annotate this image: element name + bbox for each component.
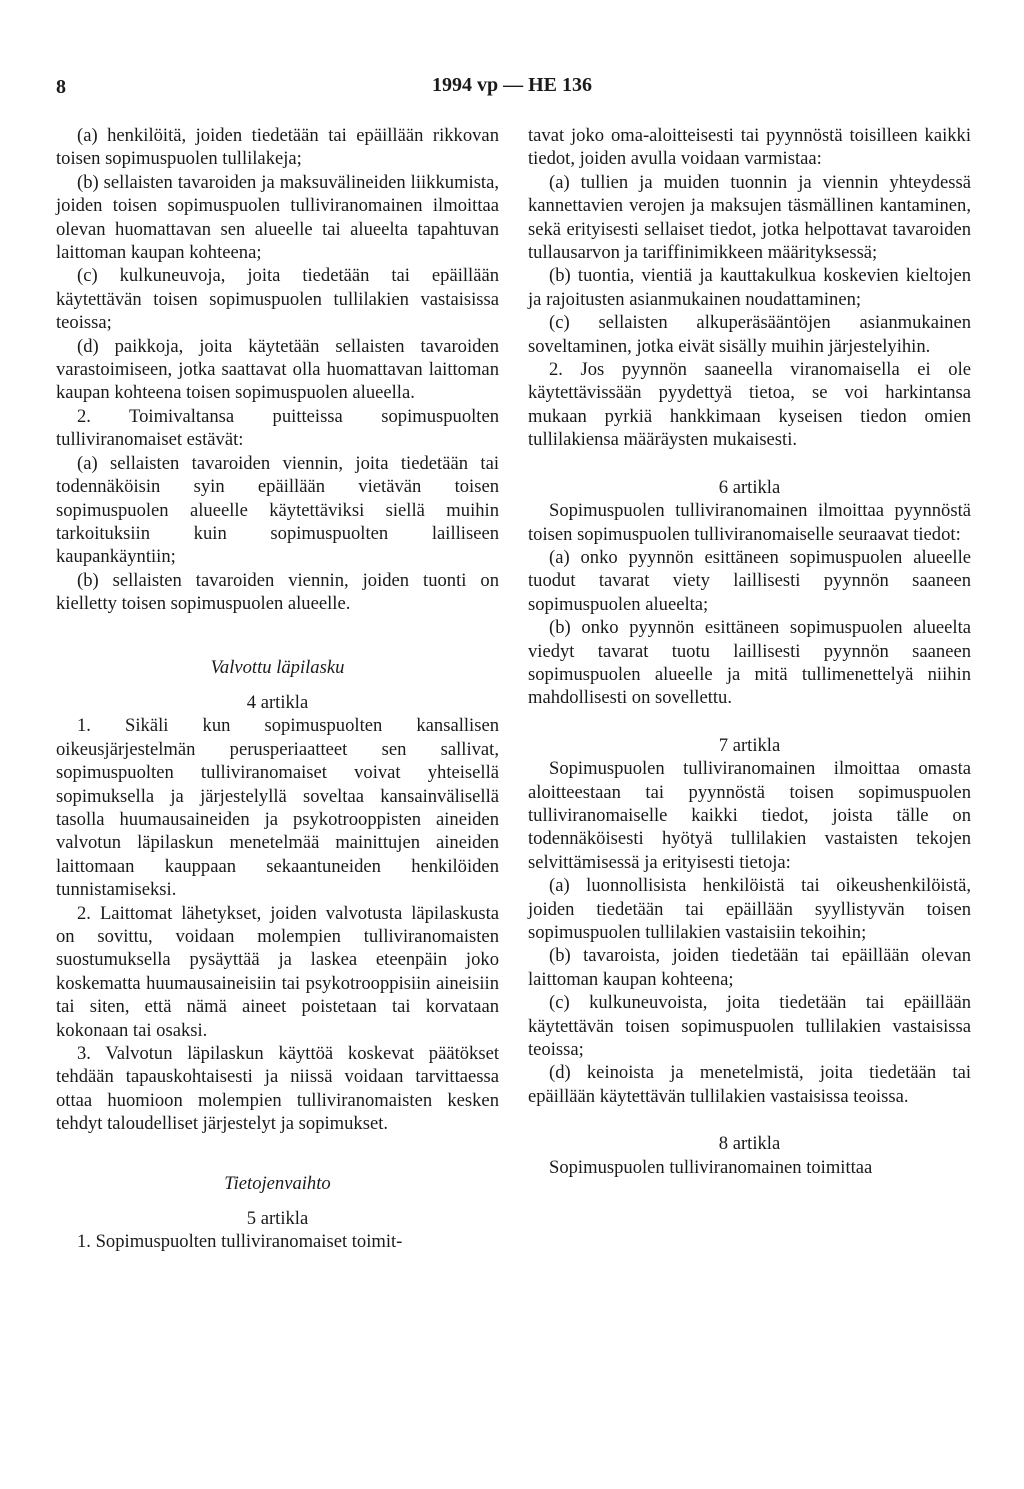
paragraph: 1. Sopimuspuolten tulliviranomaiset toimit- — [77, 1231, 403, 1253]
article-title: 5 artikla — [246, 1208, 309, 1230]
paragraph: (b) sellaisten tavaroiden viennin, joiden tuonti on kielletty toisen sopimuspuolen alueelle. — [56, 569, 499, 615]
paragraph: (c) kulkuneuvoista, joita tiedetään tai epäillään käytettävän toisen sopimuspuolen tullilakien vastaisissa teoissa; — [528, 992, 971, 1061]
paragraph: 2. Laittomat lähetykset, joiden valvotusta läpilaskusta on sovittu, voidaan molempien tulliviranomaisten suostumuksella pysäyttää ja laskea eteenpäin joko koskematta huumausaineisiin tai psykotrooppisiin aineisiin tai siten, että nämä aineet poistetaan tai korvataan kokonaan tai osaksi. — [56, 902, 499, 1041]
paragraph: (b) sellaisten tavaroiden ja maksuvälineiden liikkumista, joiden toisen sopimuspuolen tulliviranomainen ilmoittaa olevan huomattavan sen alueelle tai alueelta tapahtuvan laittoman kaupan kohteena; — [56, 171, 499, 264]
paragraph: (a) onko pyynnön esittäneen sopimuspuolen alueelle tuodut tavarat viety laillisesti pyynnön saaneen sopimuspuolen alueelta; — [528, 546, 971, 615]
paragraph: Sopimuspuolen tulliviranomainen toimittaa — [549, 1156, 873, 1178]
paragraph: (b) onko pyynnön esittäneen sopimuspuolen alueelta viedyt tavarat tuotu laillisesti pyynnön saaneen sopimuspuolen alueelle ja mitä tullimenettelyä niihin mahdollisesti on sovellettu. — [528, 617, 971, 709]
paragraph: (c) kulkuneuvoja, joita tiedetään tai epäillään käytettävän toisen sopimuspuolen tullilakien vastaisissa teoissa; — [56, 265, 499, 334]
paragraph: 2. Toimivaltansa puitteissa sopimuspuolten tulliviranomaiset estävät: — [56, 405, 499, 451]
paragraph: (b) tuontia, vientiä ja kauttakulkua koskevien kieltojen ja rajoitusten asianmukainen noudattaminen; — [528, 265, 971, 310]
paragraph: (a) tullien ja muiden tuonnin ja viennin yhteydessä kannettavien verojen ja maksujen täsmällinen kantaminen, sekä erityisesti sellaiset tiedot, jotka helpottavat tavaroiden tullausarvon ja tariffinimikkeen määrityksessä; — [528, 171, 971, 264]
section-heading: Tietojenvaihto — [224, 1172, 331, 1194]
paragraph: 3. Valvotun läpilaskun käyttöä koskevat päätökset tehdään tapauskohtaisesti ja niissä voidaan tarvittaessa ottaa huomioon molempien tulliviranomaisten kesken tehdyt taloudelliset järjestelyt ja sopimukset. — [56, 1043, 499, 1135]
paragraph: (a) luonnollisista henkilöistä tai oikeushenkilöistä, joiden tiedetään tai epäillään syyllistyvän toisen sopimuspuolen tullilakien vastaisiin tekoihin; — [528, 875, 971, 943]
article-title: 7 artikla — [718, 734, 781, 756]
paragraph: (a) sellaisten tavaroiden viennin, joita tiedetään tai todennäköisin syin epäillään vietävän toisen sopimuspuolen alueelle käytettäviksi siellä muihin tarkoituksiin kuin sopimuspuolten lailliseen kaupankäyntiin; — [56, 452, 499, 568]
paragraph: Sopimuspuolen tulliviranomainen ilmoittaa pyynnöstä toisen sopimuspuolen tulliviranomaiselle seuraavat tiedot: — [528, 500, 971, 545]
paragraph: (a) henkilöitä, joiden tiedetään tai epäillään rikkovan toisen sopimuspuolen tullilakeja; — [56, 125, 499, 170]
paragraph: (c) sellaisten alkuperäsääntöjen asianmukainen soveltaminen, jotka eivät sisälly muihin järjestelyihin. — [528, 312, 971, 357]
page-header — [0, 74, 1024, 104]
paragraph: 1. Sikäli kun sopimuspuolten kansallisen oikeusjärjestelmän perusperiaatteet sen sallivat, sopimuspuolten tulliviranomaiset voivat yhteisellä sopimuksella ja järjestelyllä soveltaa kansainvälisellä tasolla huumausaineiden ja psykotrooppisten aineiden valvotun läpilaskun menetelmää mainittujen aineiden laittomaan kauppaan sekaantuneiden henkilöiden tunnistamiseksi. — [56, 715, 499, 901]
article-title: 6 artikla — [718, 476, 781, 498]
section-heading: Valvottu läpilasku — [210, 656, 345, 678]
right-column — [528, 124, 971, 1179]
paragraph: Sopimuspuolen tulliviranomainen ilmoittaa omasta aloitteestaan tai pyynnöstä toisen sopimuspuolen tulliviranomaiselle kaikki tiedot, joista tälle on todennäköisesti hyötyä tullilakien vastaisten tekojen selvittämisessä ja erityisesti tietoja: — [528, 758, 971, 873]
paragraph: 2. Jos pyynnön saaneella viranomaisella ei ole käytettävissään pyydettyä tietoa, se voi harkintansa mukaan pyrkiä hankkimaan kyseisen tiedon omien tullilakiensa määräysten mukaisesti. — [528, 359, 971, 451]
left-column — [56, 124, 499, 1254]
paragraph: (d) keinoista ja menetelmistä, joita tiedetään tai epäillään käytettävän tullilakien vastaisissa teoissa. — [528, 1062, 971, 1107]
article-title: 8 artikla — [718, 1133, 781, 1155]
document-id: 1994 vp — HE 136 — [431, 74, 593, 96]
paragraph-continuation: tavat joko oma-aloitteisesti tai pyynnöstä toisilleen kaikki tiedot, joiden avulla voidaan varmistaa: — [528, 125, 971, 170]
paragraph: (d) paikkoja, joita käytetään sellaisten tavaroiden varastoimiseen, jotka saattavat olla huomattavan laittoman kaupan kohteena toisen sopimuspuolen alueella. — [56, 335, 499, 404]
article-title: 4 artikla — [246, 691, 309, 713]
page-number: 8 — [56, 76, 66, 98]
paragraph: (b) tavaroista, joiden tiedetään tai epäillään olevan laittoman kaupan kohteena; — [528, 945, 971, 990]
